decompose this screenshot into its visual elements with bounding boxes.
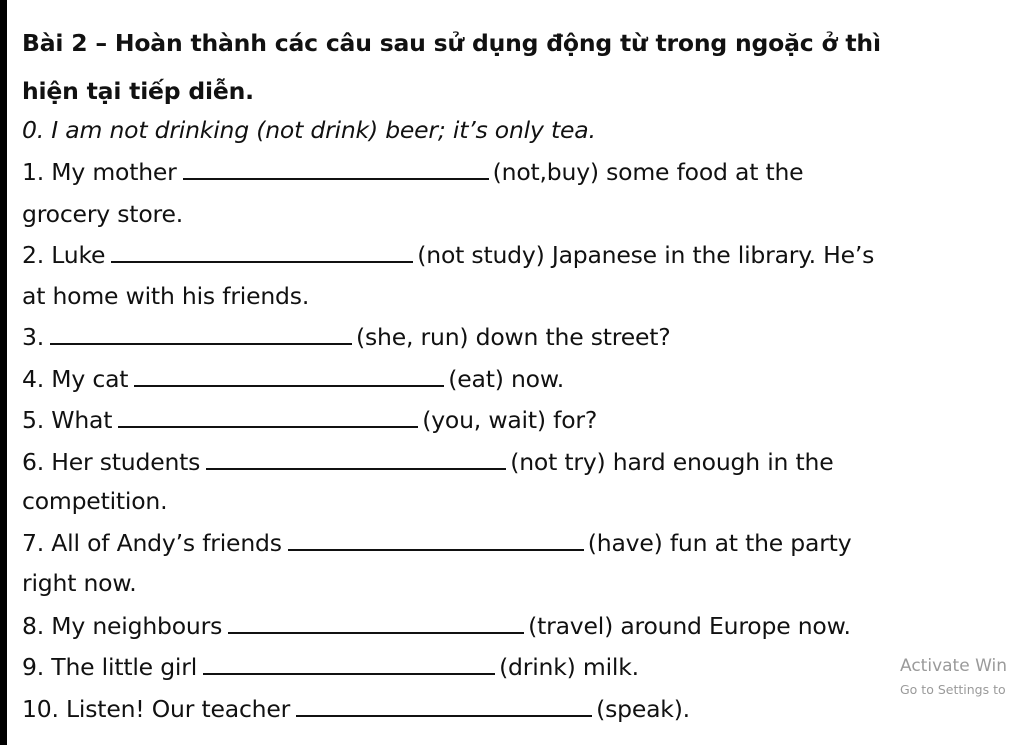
question-9 [22,652,639,682]
q9-suffix: (drink) milk. [499,653,639,681]
q8-prefix: 8. My neighbours [22,612,223,640]
activate-windows-watermark: Activate Win [900,656,1008,676]
question-10 [22,694,690,724]
q1-suffix: (not,buy) some food at the [492,158,804,186]
question-7 [22,528,851,558]
question-1 [22,157,803,187]
q3-prefix: 3. [22,323,45,351]
example-sentence: 0. I am not drinking (not drink) beer; it’s only tea. [22,116,596,144]
left-border [0,0,7,745]
q1-prefix: 1. My mother [22,158,177,186]
worksheet [22,0,1024,745]
question-6 [22,447,833,477]
q7-suffix: (have) fun at the party [587,529,852,557]
q8-answer-blank[interactable] [228,612,524,634]
question-8 [22,611,851,641]
q4-answer-blank[interactable] [134,365,444,387]
q1-answer-blank[interactable] [183,158,489,180]
q5-suffix: (you, wait) for? [422,406,598,434]
q7-prefix: 7. All of Andy’s friends [22,529,282,557]
q6-suffix: (not try) hard enough in the [510,448,834,476]
question-2 [22,240,874,270]
question-5 [22,405,597,435]
question-3 [22,322,671,352]
q1-continuation: grocery store. [22,200,183,228]
q2-continuation: at home with his friends. [22,282,310,310]
q6-prefix: 6. Her students [22,448,201,476]
q6-answer-blank[interactable] [206,448,506,470]
q7-continuation: right now. [22,569,137,597]
q5-prefix: 5. What [22,406,113,434]
q2-answer-blank[interactable] [111,241,413,263]
q7-answer-blank[interactable] [288,529,584,551]
q4-prefix: 4. My cat [22,365,129,393]
q9-prefix: 9. The little girl [22,653,198,681]
q2-suffix: (not study) Japanese in the library. He’s [417,241,875,269]
q3-suffix: (she, run) down the street? [356,323,671,351]
q10-prefix: 10. Listen! Our teacher [22,695,291,723]
exercise-title-line2: hiện tại tiếp diễn. [22,77,254,105]
q9-answer-blank[interactable] [203,653,495,675]
settings-watermark: Go to Settings to [900,682,1006,697]
q10-suffix: (speak). [596,695,690,723]
q5-answer-blank[interactable] [118,406,418,428]
q3-answer-blank[interactable] [50,323,352,345]
q6-continuation: competition. [22,487,168,515]
exercise-title-line1: Bài 2 – Hoàn thành các câu sau sử dụng động từ trong ngoặc ở thì [22,29,881,57]
question-4 [22,364,564,394]
q2-prefix: 2. Luke [22,241,106,269]
q8-suffix: (travel) around Europe now. [528,612,851,640]
q4-suffix: (eat) now. [448,365,564,393]
q10-answer-blank[interactable] [296,695,592,717]
